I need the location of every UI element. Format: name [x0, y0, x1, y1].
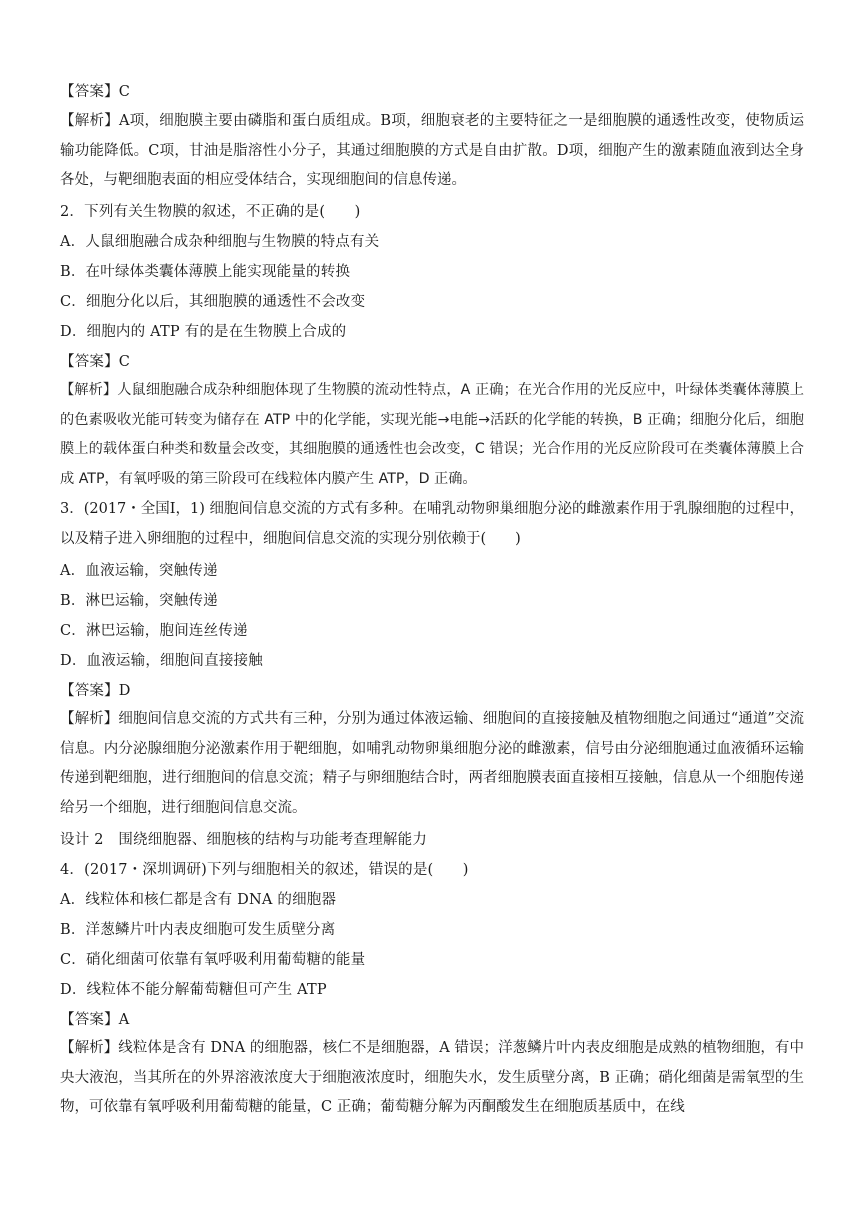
answer-2: 【答案】C	[60, 354, 131, 370]
q3-option-c: C．淋巴运输，胞间连丝传递	[60, 623, 248, 639]
q2-option-d: D．细胞内的 ATP 有的是在生物膜上合成的	[60, 324, 347, 340]
explanation-2: 【解析】人鼠细胞融合成杂种细胞体现了生物膜的流动性特点，A 正确；在光合作用的光反应中，叶绿体类囊体薄膜上的色素吸收光能可转变为储存在 ATP 中的化学能，实现光能→电能→活跃的化学能的转换，B 正确；细胞分化后，细胞膜上的载体蛋白种类和数量会改变，其细胞膜的通透性也会改变，C 错误；光合作用的光反应阶段可在类囊体薄膜上合成 ATP，有氧呼吸的第三阶段可在线粒体内膜产生 ATP，D 正确。	[60, 382, 804, 488]
explanation-1: 【解析】A项，细胞膜主要由磷脂和蛋白质组成。B项，细胞衰老的主要特征之一是细胞膜的通透性改变，使物质运输功能降低。C项，甘油是脂溶性小分子，其通过细胞膜的方式是自由扩散。D项，细胞产生的激素随血液到达全身各处，与靶细胞表面的相应受体结合，实现细胞间的信息传递。	[60, 113, 804, 189]
q4-option-a: A．线粒体和核仁都是含有 DNA 的细胞器	[60, 892, 337, 908]
question-4: 4．(2017・深圳调研)下列与细胞相关的叙述，错误的是( )	[60, 862, 469, 878]
question-3: 3．(2017・全国Ⅰ，1) 细胞间信息交流的方式有多种。在哺乳动物卵巢细胞分泌的雌激素作用于乳腺细胞的过程中，以及精子进入卵细胞的过程中，细胞间信息交流的实现分别依赖于( )	[60, 501, 804, 547]
question-2: 2．下列有关生物膜的叙述，不正确的是( )	[60, 204, 361, 220]
q3-option-b: B．淋巴运输，突触传递	[60, 593, 218, 609]
explanation-3: 【解析】细胞间信息交流的方式共有三种，分别为通过体液运输、细胞间的直接接触及植物细胞之间通过“通道”交流信息。内分泌腺细胞分泌激素作用于靶细胞，如哺乳动物卵巢细胞分泌的雌激素，信号由分泌细胞通过血液循环运输传递到靶细胞，进行细胞间的信息交流；精子与卵细胞结合时，两者细胞膜表面直接相互接触，信息从一个细胞传递给另一个细胞，进行细胞间信息交流。	[60, 711, 804, 816]
answer-1: 【答案】C	[60, 84, 131, 100]
q3-option-a: A．血液运输，突触传递	[60, 563, 218, 579]
q4-option-c: C．硝化细菌可依靠有氧呼吸利用葡萄糖的能量	[60, 952, 366, 968]
answer-4: 【答案】A	[60, 1012, 130, 1028]
q4-option-d: D．线粒体不能分解葡萄糖但可产生 ATP	[60, 982, 327, 998]
q3-option-d: D．血液运输，细胞间直接接触	[60, 653, 263, 669]
q2-option-a: A．人鼠细胞融合成杂种细胞与生物膜的特点有关	[60, 234, 380, 250]
q4-option-b: B．洋葱鳞片叶内表皮细胞可发生质壁分离	[60, 922, 336, 938]
explanation-4: 【解析】线粒体是含有 DNA 的细胞器，核仁不是细胞器，A 错误；洋葱鳞片叶内表皮细胞是成熟的植物细胞，有中央大液泡，当其所在的外界溶液浓度大于细胞液浓度时，细胞失水，发生质壁分离，B 正确；硝化细菌是需氧型的生物，可依靠有氧呼吸利用葡萄糖的能量，C 正确；葡萄糖分解为丙酮酸发生在细胞质基质中，在线	[60, 1040, 804, 1116]
q2-option-c: C．细胞分化以后，其细胞膜的通透性不会改变	[60, 294, 366, 310]
answer-3: 【答案】D	[60, 683, 131, 699]
design-heading: 设计 2 围绕细胞器、细胞核的结构与功能考查理解能力	[60, 832, 428, 848]
q2-option-b: B．在叶绿体类囊体薄膜上能实现能量的转换	[60, 264, 351, 280]
